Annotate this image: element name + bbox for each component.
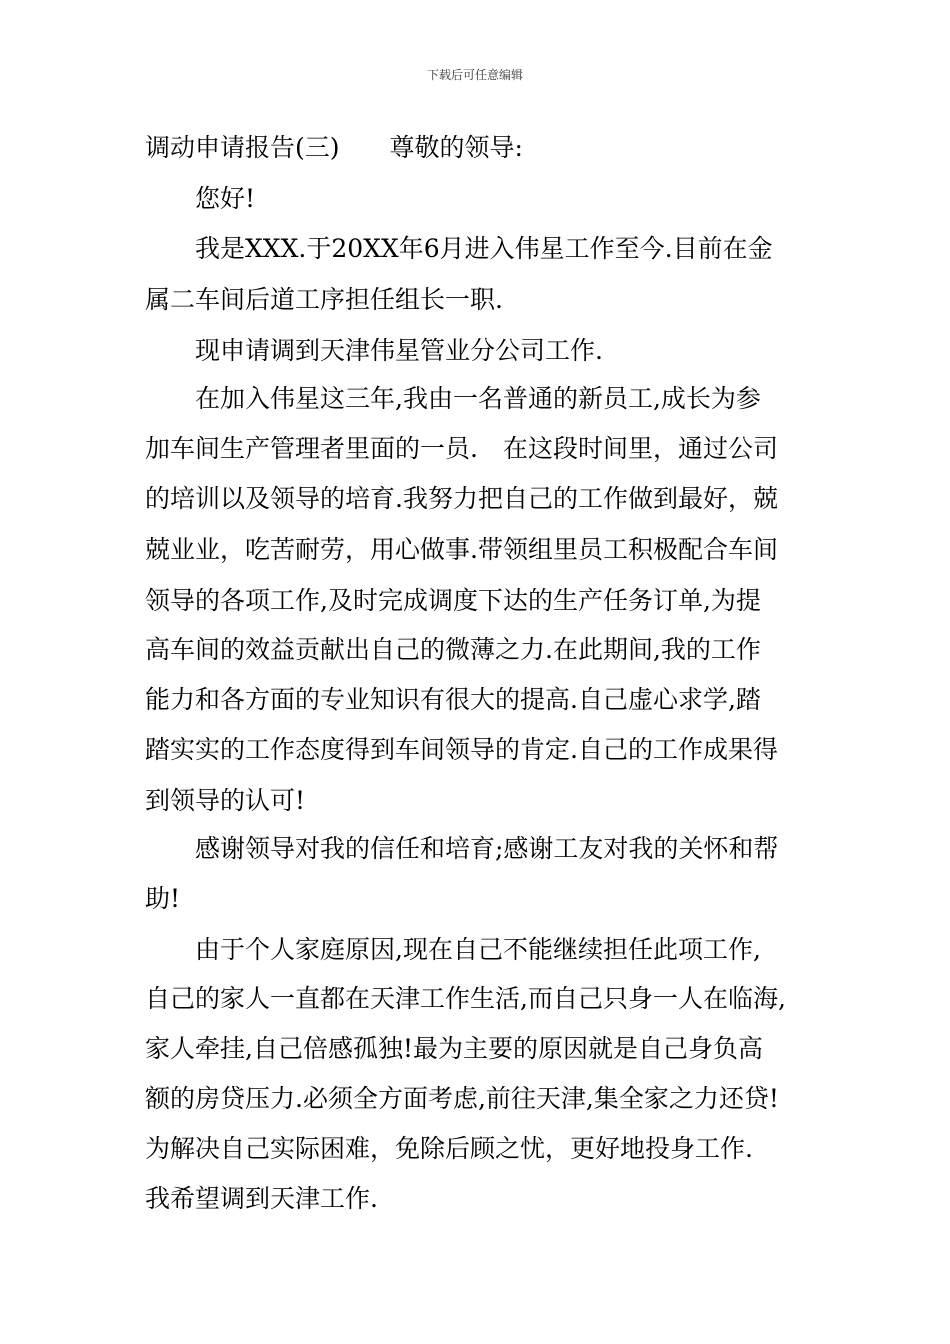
- text-line: 自己的家人一直都在天津工作生活,而自己只身一人在临海,: [145, 984, 786, 1013]
- text-line: 您好!: [145, 184, 256, 213]
- text-line: 家人牵挂,自己倍感孤独!最为主要的原因就是自己身负高: [145, 1034, 763, 1063]
- title-line: 调动申请报告(三) 尊敬的领导:: [145, 133, 523, 162]
- text-line: 为解决自己实际困难，免除后顾之忧，更好地投身工作.: [145, 1134, 753, 1163]
- text-line: 能力和各方面的专业知识有很大的提高.自己虚心求学,踏: [145, 685, 761, 714]
- text-line: 踏实实的工作态度得到车间领导的肯定.自己的工作成果得: [145, 735, 778, 764]
- text-line: 领导的各项工作,及时完成调度下达的生产任务订单,为提: [145, 586, 761, 615]
- text-line: 兢业业，吃苦耐劳，用心做事.带领组里员工积极配合车间: [145, 535, 778, 564]
- text-line: 额的房贷压力.必须全方面考虑,前往天津,集全家之力还贷!: [145, 1084, 779, 1113]
- text-line: 现申请调到天津伟星管业分公司工作.: [145, 336, 603, 365]
- text-line: 我希望调到天津工作.: [145, 1184, 378, 1213]
- text-line: 感谢领导对我的信任和培育;感谢工友对我的关怀和帮: [145, 834, 779, 863]
- text-line: 的培训以及领导的培育.我努力把自己的工作做到最好，兢: [145, 484, 778, 513]
- text-line: 我是XXX.于20XX年6月进入伟星工作至今.目前在金: [145, 234, 773, 263]
- text-line: 到领导的认可!: [145, 786, 306, 815]
- text-line: 助!: [145, 884, 181, 913]
- text-line: 高车间的效益贡献出自己的微薄之力.在此期间,我的工作: [145, 635, 761, 664]
- text-line: 属二车间后道工序担任组长一职.: [145, 285, 503, 314]
- text-line: 由于个人家庭原因,现在自己不能继续担任此项工作,: [145, 935, 761, 964]
- text-line: 加车间生产管理者里面的一员. 在这段时间里，通过公司: [145, 434, 778, 463]
- header-note: 下载后可任意编辑: [426, 68, 523, 82]
- text-line: 在加入伟星这三年,我由一名普通的新员工,成长为参: [145, 384, 761, 413]
